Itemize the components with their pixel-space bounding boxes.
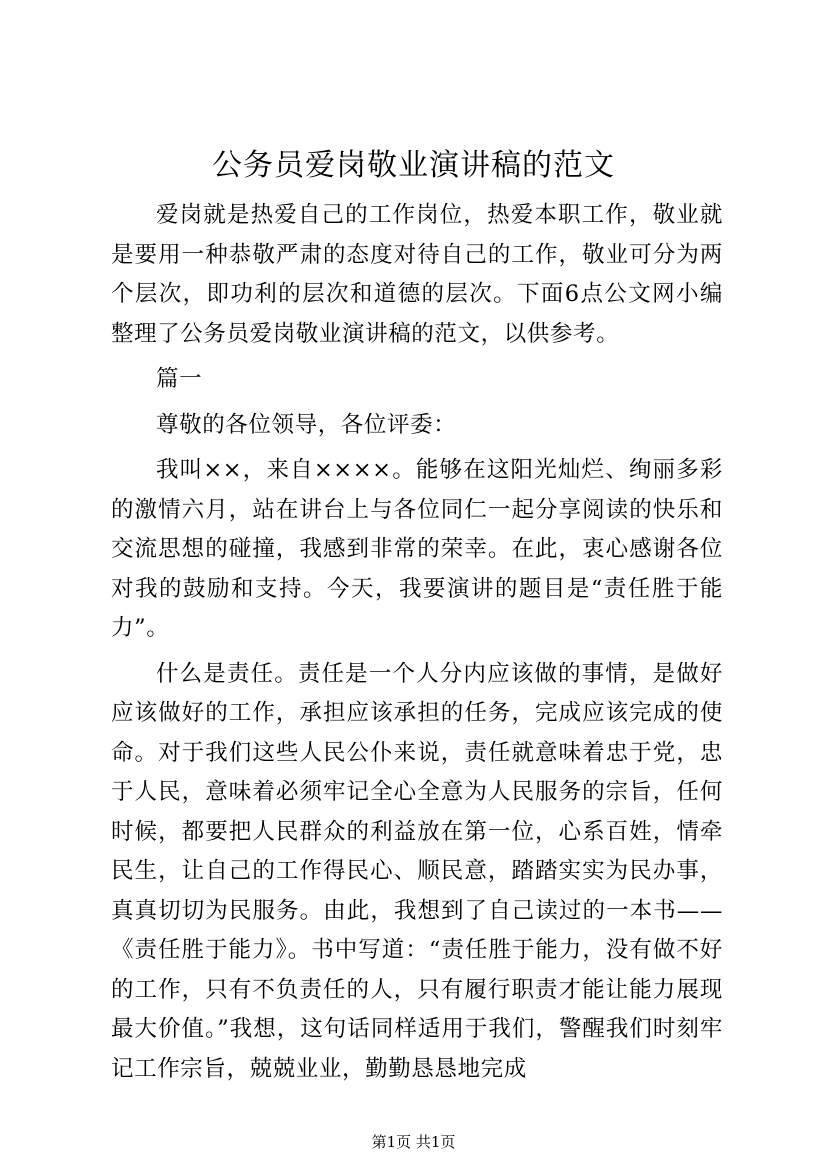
- paragraph-responsibility: 什么是责任。责任是一个人分内应该做的事情，是做好应该做好的工作，承担应该承担的任务，完成应该完成的使命。对于我们这些人民公仆来说，责任就意味着忠于党，忠于人民，意味着必须牢记全心全意为人民服务的宗旨，任何时候，都要把人民群众的利益放在第一位，心系百姓，情牵民生，让自己的工作得民心、顺民意，踏踏实实为民办事，真真切切为民服务。由此，我想到了自己读过的一本书——《责任胜于能力》。书中写道：“责任胜于能力，没有做不好的工作，只有不负责任的人，只有履行职责才能让能力展现最大价值。”我想，这句话同样适用于我们，警醒我们时刻牢记工作宗旨，兢兢业业，勤勤恳恳地完成: [111, 660, 723, 1082]
- paragraph-salutation: 尊敬的各位领导，各位评委：: [156, 411, 457, 438]
- paragraph-self-introduction: 我叫××，来自××××。能够在这阳光灿烂、绚丽多彩的激情六月，站在讲台上与各位同仁一起分享阅读的快乐和交流思想的碰撞，我感到非常的荣幸。在此，衷心感谢各位对我的鼓励和支持。今天，我要演讲的题目是“责任胜于能力”。: [111, 457, 723, 641]
- paragraph-intro: 爱岗就是热爱自己的工作岗位，热爱本职工作，敬业就是要用一种恭敬严肃的态度对待自己的工作，敬业可分为两个层次，即功利的层次和道德的层次。下面6点公文网小编整理了公务员爱岗敬业演讲稿的范文，以供参考。: [111, 202, 723, 347]
- paragraph-section-heading: 篇一: [156, 366, 203, 392]
- page-footer: 第1页 共1页: [371, 1133, 456, 1151]
- document-title: 公务员爱岗敬业演讲稿的范文: [212, 148, 615, 183]
- document-body: [111, 196, 723, 1089]
